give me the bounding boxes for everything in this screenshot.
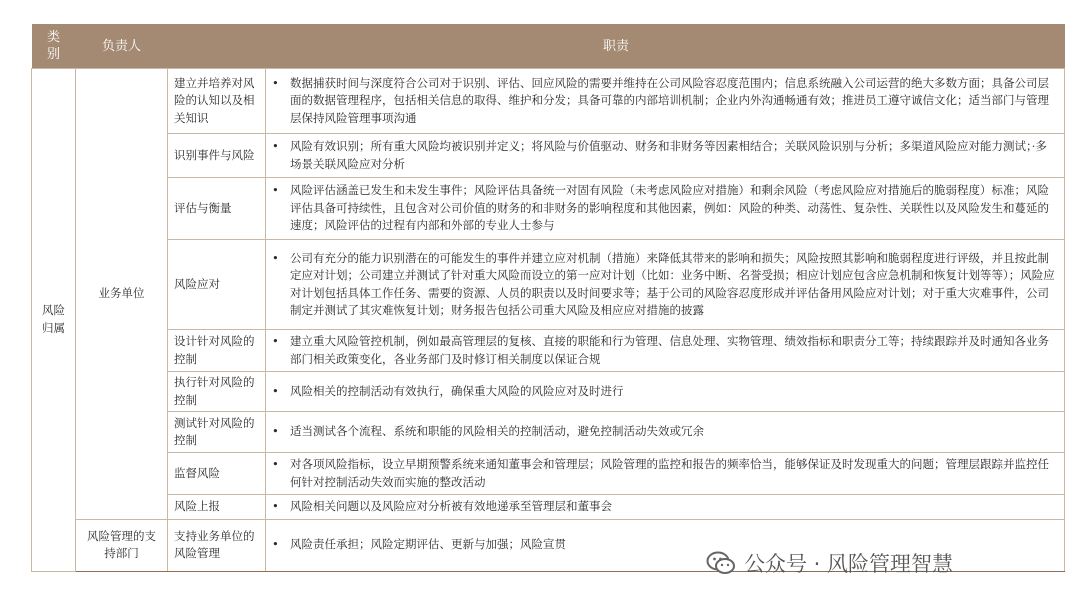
header-owner: 负责人 xyxy=(76,24,168,69)
duty-text: 风险评估涵盖已发生和未发生事件；风险评估具备统一对固有风险（未考虑风险应对措施）和剩余风险（考虑风险应对措施后的脆弱程度）标准；风险评估具备可持续性，且包含对公司价值的财务的和非财务的影响程度和其他因素，例如：风险的种类、动荡性、复杂性、关联性以及风险发生和蔓延的速度；风险评估的过程有内部和外部的专业人士参与 xyxy=(290,183,1049,233)
bullet-icon: • xyxy=(272,424,279,439)
bullet-icon: • xyxy=(272,139,279,153)
duty-cell xyxy=(266,495,1065,520)
owner-cell xyxy=(76,519,168,571)
responsibility-table-wrapper xyxy=(31,24,1064,572)
category-cell xyxy=(32,69,76,572)
sub-item: 识别事件与风险 xyxy=(168,134,266,178)
owner-label: 业务单位 xyxy=(98,286,145,300)
table-row xyxy=(32,178,1065,240)
duty-text: 风险责任承担；风险定期评估、更新与加强；风险宣贯 xyxy=(290,537,566,552)
table-row xyxy=(32,453,1065,495)
header-category: 类别 xyxy=(32,24,76,69)
sub-item: 建立并培养对风险的认知以及相关知识 xyxy=(168,69,266,134)
duty-text: 数据捕获时间与深度符合公司对于识别、评估、回应风险的需要并维持在公司风险容忍度范围内；信息系统融入公司运营的绝大多数方面；具备公司层面的数据管理程序，包括相关信息的取得、维护和分发；具备可靠的内部培训机制；企业内外沟通畅通有效；推进员工遵守诚信文化；适当部门与管理层保持风险管理事项沟通 xyxy=(290,75,1049,125)
sub-item: 支持业务单位的风险管理 xyxy=(168,519,266,571)
duty-text: 风险相关问题以及风险应对分析被有效地递承至管理层和董事会 xyxy=(290,499,612,513)
bullet-icon: • xyxy=(272,75,279,90)
table-row xyxy=(32,240,1065,330)
sub-item: 测试针对风险的控制 xyxy=(168,412,266,453)
sub-item: 评估与衡量 xyxy=(168,178,266,240)
duty-cell xyxy=(266,453,1065,495)
bullet-icon: • xyxy=(272,250,279,265)
duty-text: 公司有充分的能力识别潜在的可能发生的事件并建立应对机制（措施）来降低其带来的影响和损失；风险按照其影响和脆弱程度进行评级，并且按此制定应对计划；公司建立并测试了针对重大风险而设立的第一应对计划（比如：业务中断、名誉受损；相应计划应包含应急机制和恢复计划等等）；风险应对计划包括具体工作任务、需要的资源、人员的职责以及时间要求等；基于公司的风险容忍度形成并评估备用风险应对计划；对于重大灾难事件，公司制定并测试了其灾难恢复计划；财务报告包括公司重大风险及相应应对措施的披露 xyxy=(290,250,1055,317)
duty-text: 建立重大风险管控机制，例如最高管理层的复核、直接的职能和行为管理、信息处理、实物管理、绩效指标和职责分工等；持续跟踪并及时通知各业务部门相关政策变化，各业务部门及时修订相关制度以保证合规 xyxy=(290,334,1049,366)
table-row xyxy=(32,412,1065,453)
bullet-icon: • xyxy=(272,537,279,552)
duty-text: 风险相关的控制活动有效执行，确保重大风险的风险应对及时进行 xyxy=(290,383,624,398)
sub-item: 执行针对风险的控制 xyxy=(168,372,266,412)
category-label: 风险归属 xyxy=(42,303,65,335)
sub-item: 风险上报 xyxy=(168,495,266,520)
duty-text: 对各项风险指标，设立早期预警系统来通知董事会和管理层；风险管理的监控和报告的频率恰当，能够保证及时发现重大的问题；管理层跟踪并监控任何针对控制活动失效而实施的整改活动 xyxy=(290,457,1049,489)
bullet-icon: • xyxy=(272,499,279,513)
watermark xyxy=(706,548,953,578)
responsibility-table xyxy=(31,24,1065,572)
header-duty: 职责 xyxy=(168,24,1065,69)
duty-text: 适当测试各个流程、系统和职能的风险相关的控制活动，避免控制活动失效或冗余 xyxy=(290,424,704,439)
table-row xyxy=(32,69,1065,134)
sub-item: 设计针对风险的控制 xyxy=(168,330,266,372)
bullet-icon: • xyxy=(272,334,279,348)
owner-cell xyxy=(76,69,168,520)
watermark-text: 公众号 · 风险管理智慧 xyxy=(744,552,954,576)
bullet-icon: • xyxy=(272,383,279,398)
table-header-row xyxy=(32,24,1065,69)
owner-label: 风险管理的支持部门 xyxy=(87,528,156,560)
table-row xyxy=(32,134,1065,178)
sub-item: 风险应对 xyxy=(168,240,266,330)
duty-cell xyxy=(266,372,1065,412)
duty-cell xyxy=(266,69,1065,134)
bullet-icon: • xyxy=(272,457,279,471)
wechat-icon xyxy=(706,550,736,576)
table-row xyxy=(32,330,1065,372)
duty-cell xyxy=(266,134,1065,178)
duty-cell xyxy=(266,178,1065,240)
duty-text: 风险有效识别；所有重大风险均被识别并定义；将风险与价值驱动、财务和非财务等因素相结合；关联风险识别与分析；多渠道风险应对能力测试；·多场景关联风险应对分析 xyxy=(290,139,1047,171)
bullet-icon: • xyxy=(272,183,279,198)
sub-item: 监督风险 xyxy=(168,453,266,495)
duty-cell xyxy=(266,240,1065,330)
duty-cell xyxy=(266,330,1065,372)
duty-cell xyxy=(266,412,1065,453)
table-row xyxy=(32,372,1065,412)
table-row xyxy=(32,495,1065,520)
